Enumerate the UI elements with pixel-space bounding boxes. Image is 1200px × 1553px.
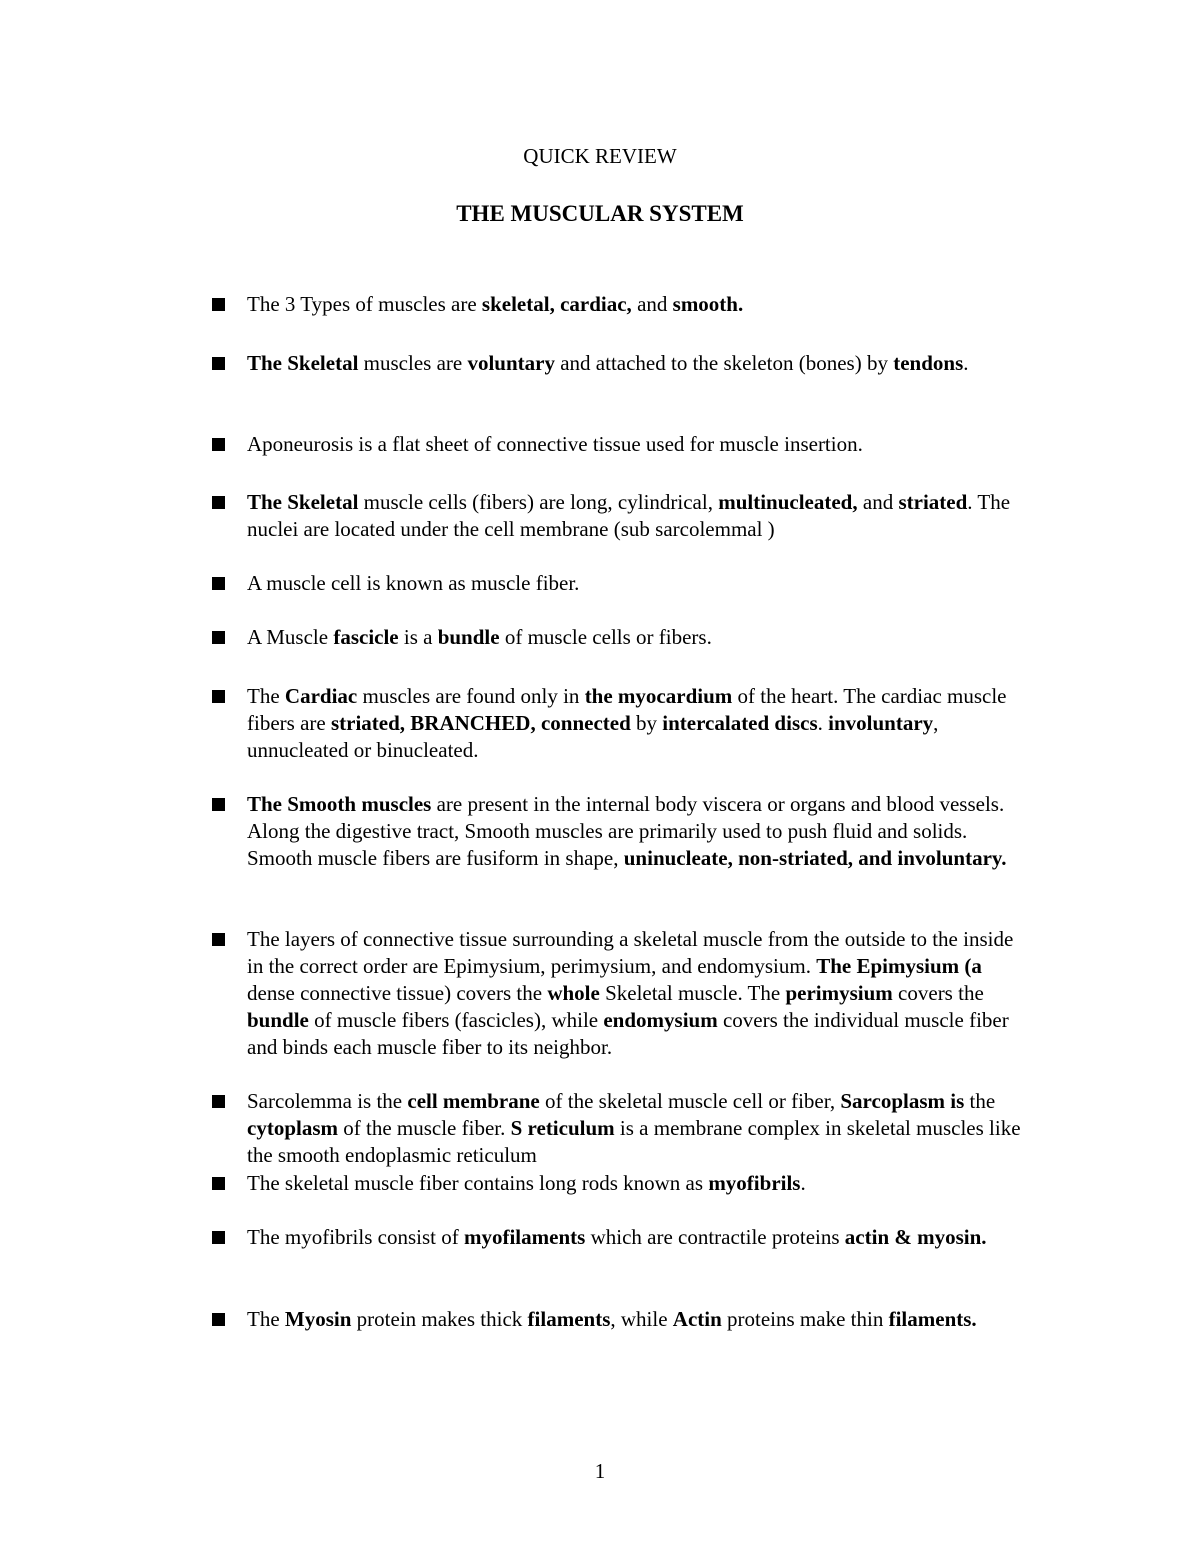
bold-term: fascicle [333, 625, 399, 649]
square-bullet-icon [212, 298, 225, 311]
bold-term: The Epimysium (a [816, 954, 982, 978]
text-run: Skeletal muscle. The [599, 981, 786, 1005]
bold-term: Cardiac [284, 684, 358, 708]
bold-term: uninucleate, non-striated, and involuntary. [623, 846, 1007, 870]
bullet-text [247, 431, 1032, 458]
bold-term: The Skeletal [247, 490, 359, 514]
square-bullet-icon [212, 496, 225, 509]
bullet-text [247, 291, 1032, 318]
bullet-item [212, 291, 1032, 318]
text-run: The 3 Types of muscles are [247, 292, 482, 316]
text-run: . [800, 1171, 806, 1195]
bold-term: bundle [437, 625, 500, 649]
square-bullet-icon [212, 690, 225, 703]
text-run: protein makes thick [351, 1307, 528, 1331]
text-run: muscles are [358, 351, 468, 375]
square-bullet-icon [212, 631, 225, 644]
bold-term: smooth. [672, 292, 744, 316]
bold-term: involuntary [828, 711, 934, 735]
bullet-text [247, 926, 1032, 1061]
text-run: and attached to the skeleton (bones) by [554, 351, 894, 375]
text-run: covers the [892, 981, 984, 1005]
square-bullet-icon [212, 798, 225, 811]
bullet-item [212, 431, 1032, 458]
document-subtitle: QUICK REVIEW [523, 144, 677, 168]
bold-term: filaments [527, 1307, 611, 1331]
text-run: proteins make thin [721, 1307, 889, 1331]
text-run: and [857, 490, 899, 514]
text-run: dense connective tissue) covers the [247, 981, 548, 1005]
square-bullet-icon [212, 933, 225, 946]
text-run: Sarcolemma is the [247, 1089, 408, 1113]
bold-term: Myosin [284, 1307, 352, 1331]
square-bullet-icon [212, 1313, 225, 1326]
text-run: muscles are found only in [357, 684, 585, 708]
bullet-text [247, 489, 1032, 543]
page-number: 1 [594, 1459, 606, 1483]
bold-term: endomysium [603, 1008, 718, 1032]
bullet-item [212, 1306, 1032, 1333]
bold-term: intercalated discs [662, 711, 818, 735]
text-run: of the heart. The cardiac muscle fibers are [247, 684, 1007, 735]
square-bullet-icon [212, 1095, 225, 1108]
text-run: of muscle cells or fibers. [499, 625, 712, 649]
bullet-item [212, 350, 1032, 377]
text-run: , unnucleated or binucleated. [247, 711, 939, 762]
bold-term: multinucleated, [718, 490, 858, 514]
bold-term: Actin [672, 1307, 722, 1331]
bullet-text [247, 1088, 1032, 1169]
text-run: the [964, 1089, 996, 1113]
bullet-text [247, 570, 1032, 597]
bullet-text [247, 683, 1032, 764]
square-bullet-icon [212, 1177, 225, 1190]
bullet-item [212, 683, 1032, 764]
bold-term: myofibrils [708, 1171, 801, 1195]
bullet-item [212, 926, 1032, 1061]
bold-term: skeletal, [481, 292, 555, 316]
text-run: are present in the internal body viscera or organs and blood vessels. Along the digestive tract, Smooth muscles are primarily used to push fluid and solids. Smooth muscle fibers are fusiform in shape, [247, 792, 1005, 870]
bullet-text [247, 624, 1032, 651]
bold-term: cardiac, [560, 292, 632, 316]
bold-term: filaments. [888, 1307, 977, 1331]
bold-term: striated [898, 490, 968, 514]
bullet-text [247, 1306, 1032, 1333]
bold-term: cell membrane [407, 1089, 540, 1113]
bullet-item [212, 791, 1032, 872]
bullet-text [247, 791, 1032, 872]
bullet-text [247, 1170, 1032, 1197]
bullet-item [212, 624, 1032, 651]
bold-term: tendons [893, 351, 964, 375]
text-run: of muscle fibers (fascicles), while [308, 1008, 604, 1032]
bold-term: whole [547, 981, 600, 1005]
text-run: and [631, 292, 673, 316]
bullet-text [247, 350, 1032, 377]
text-run: which are contractile proteins [585, 1225, 845, 1249]
bullet-item [212, 1088, 1032, 1169]
square-bullet-icon [212, 1231, 225, 1244]
square-bullet-icon [212, 357, 225, 370]
text-run: is a membrane complex in skeletal muscles like the smooth endoplasmic reticulum [247, 1116, 1021, 1167]
bold-term: Sarcoplasm is [840, 1089, 965, 1113]
bold-term: cytoplasm [247, 1116, 338, 1140]
bold-term: The Skeletal [247, 351, 359, 375]
bullet-item [212, 489, 1032, 543]
bold-term: the myocardium [584, 684, 733, 708]
bullet-item [212, 570, 1032, 597]
bold-term: striated, BRANCHED, connected [330, 711, 631, 735]
bold-term: actin & myosin. [844, 1225, 987, 1249]
bullet-item [212, 1170, 1032, 1197]
bullet-text [247, 1224, 1032, 1251]
text-run: , while [610, 1307, 673, 1331]
bold-term: perimysium [785, 981, 893, 1005]
text-run: is a [398, 625, 438, 649]
bold-term: The Smooth muscles [247, 792, 432, 816]
bold-term: voluntary [467, 351, 555, 375]
text-run: A Muscle [247, 625, 334, 649]
text-run: of the skeletal muscle cell or fiber, [539, 1089, 841, 1113]
text-run: . [963, 351, 969, 375]
bold-term: S reticulum [510, 1116, 615, 1140]
text-run: muscle cells (fibers) are long, cylindrical, [358, 490, 719, 514]
text-run: The skeletal muscle fiber contains long rods known as [247, 1171, 709, 1195]
bold-term: bundle [247, 1008, 309, 1032]
text-run: by [630, 711, 663, 735]
text-run: The [247, 684, 285, 708]
text-run: of the muscle fiber. [338, 1116, 511, 1140]
square-bullet-icon [212, 577, 225, 590]
text-run: . The nuclei are located under the cell membrane (sub sarcolemmal ) [247, 490, 1011, 541]
bullet-item [212, 1224, 1032, 1251]
square-bullet-icon [212, 438, 225, 451]
text-run: . [817, 711, 829, 735]
document-title: THE MUSCULAR SYSTEM [456, 201, 744, 226]
bold-term: myofilaments [463, 1225, 586, 1249]
text-run: covers the individual muscle fiber and binds each muscle fiber to its neighbor. [247, 1008, 1009, 1059]
text-run: A muscle cell is known as muscle fiber. [247, 571, 580, 595]
text-run: The layers of connective tissue surrounding a skeletal muscle from the outside to the inside in the correct order are Epimysium, perimysium, and endomysium. [247, 927, 1014, 978]
text-run: The myofibrils consist of [247, 1225, 464, 1249]
text-run: The [247, 1307, 285, 1331]
text-run: Aponeurosis is a flat sheet of connective tissue used for muscle insertion. [247, 432, 863, 456]
